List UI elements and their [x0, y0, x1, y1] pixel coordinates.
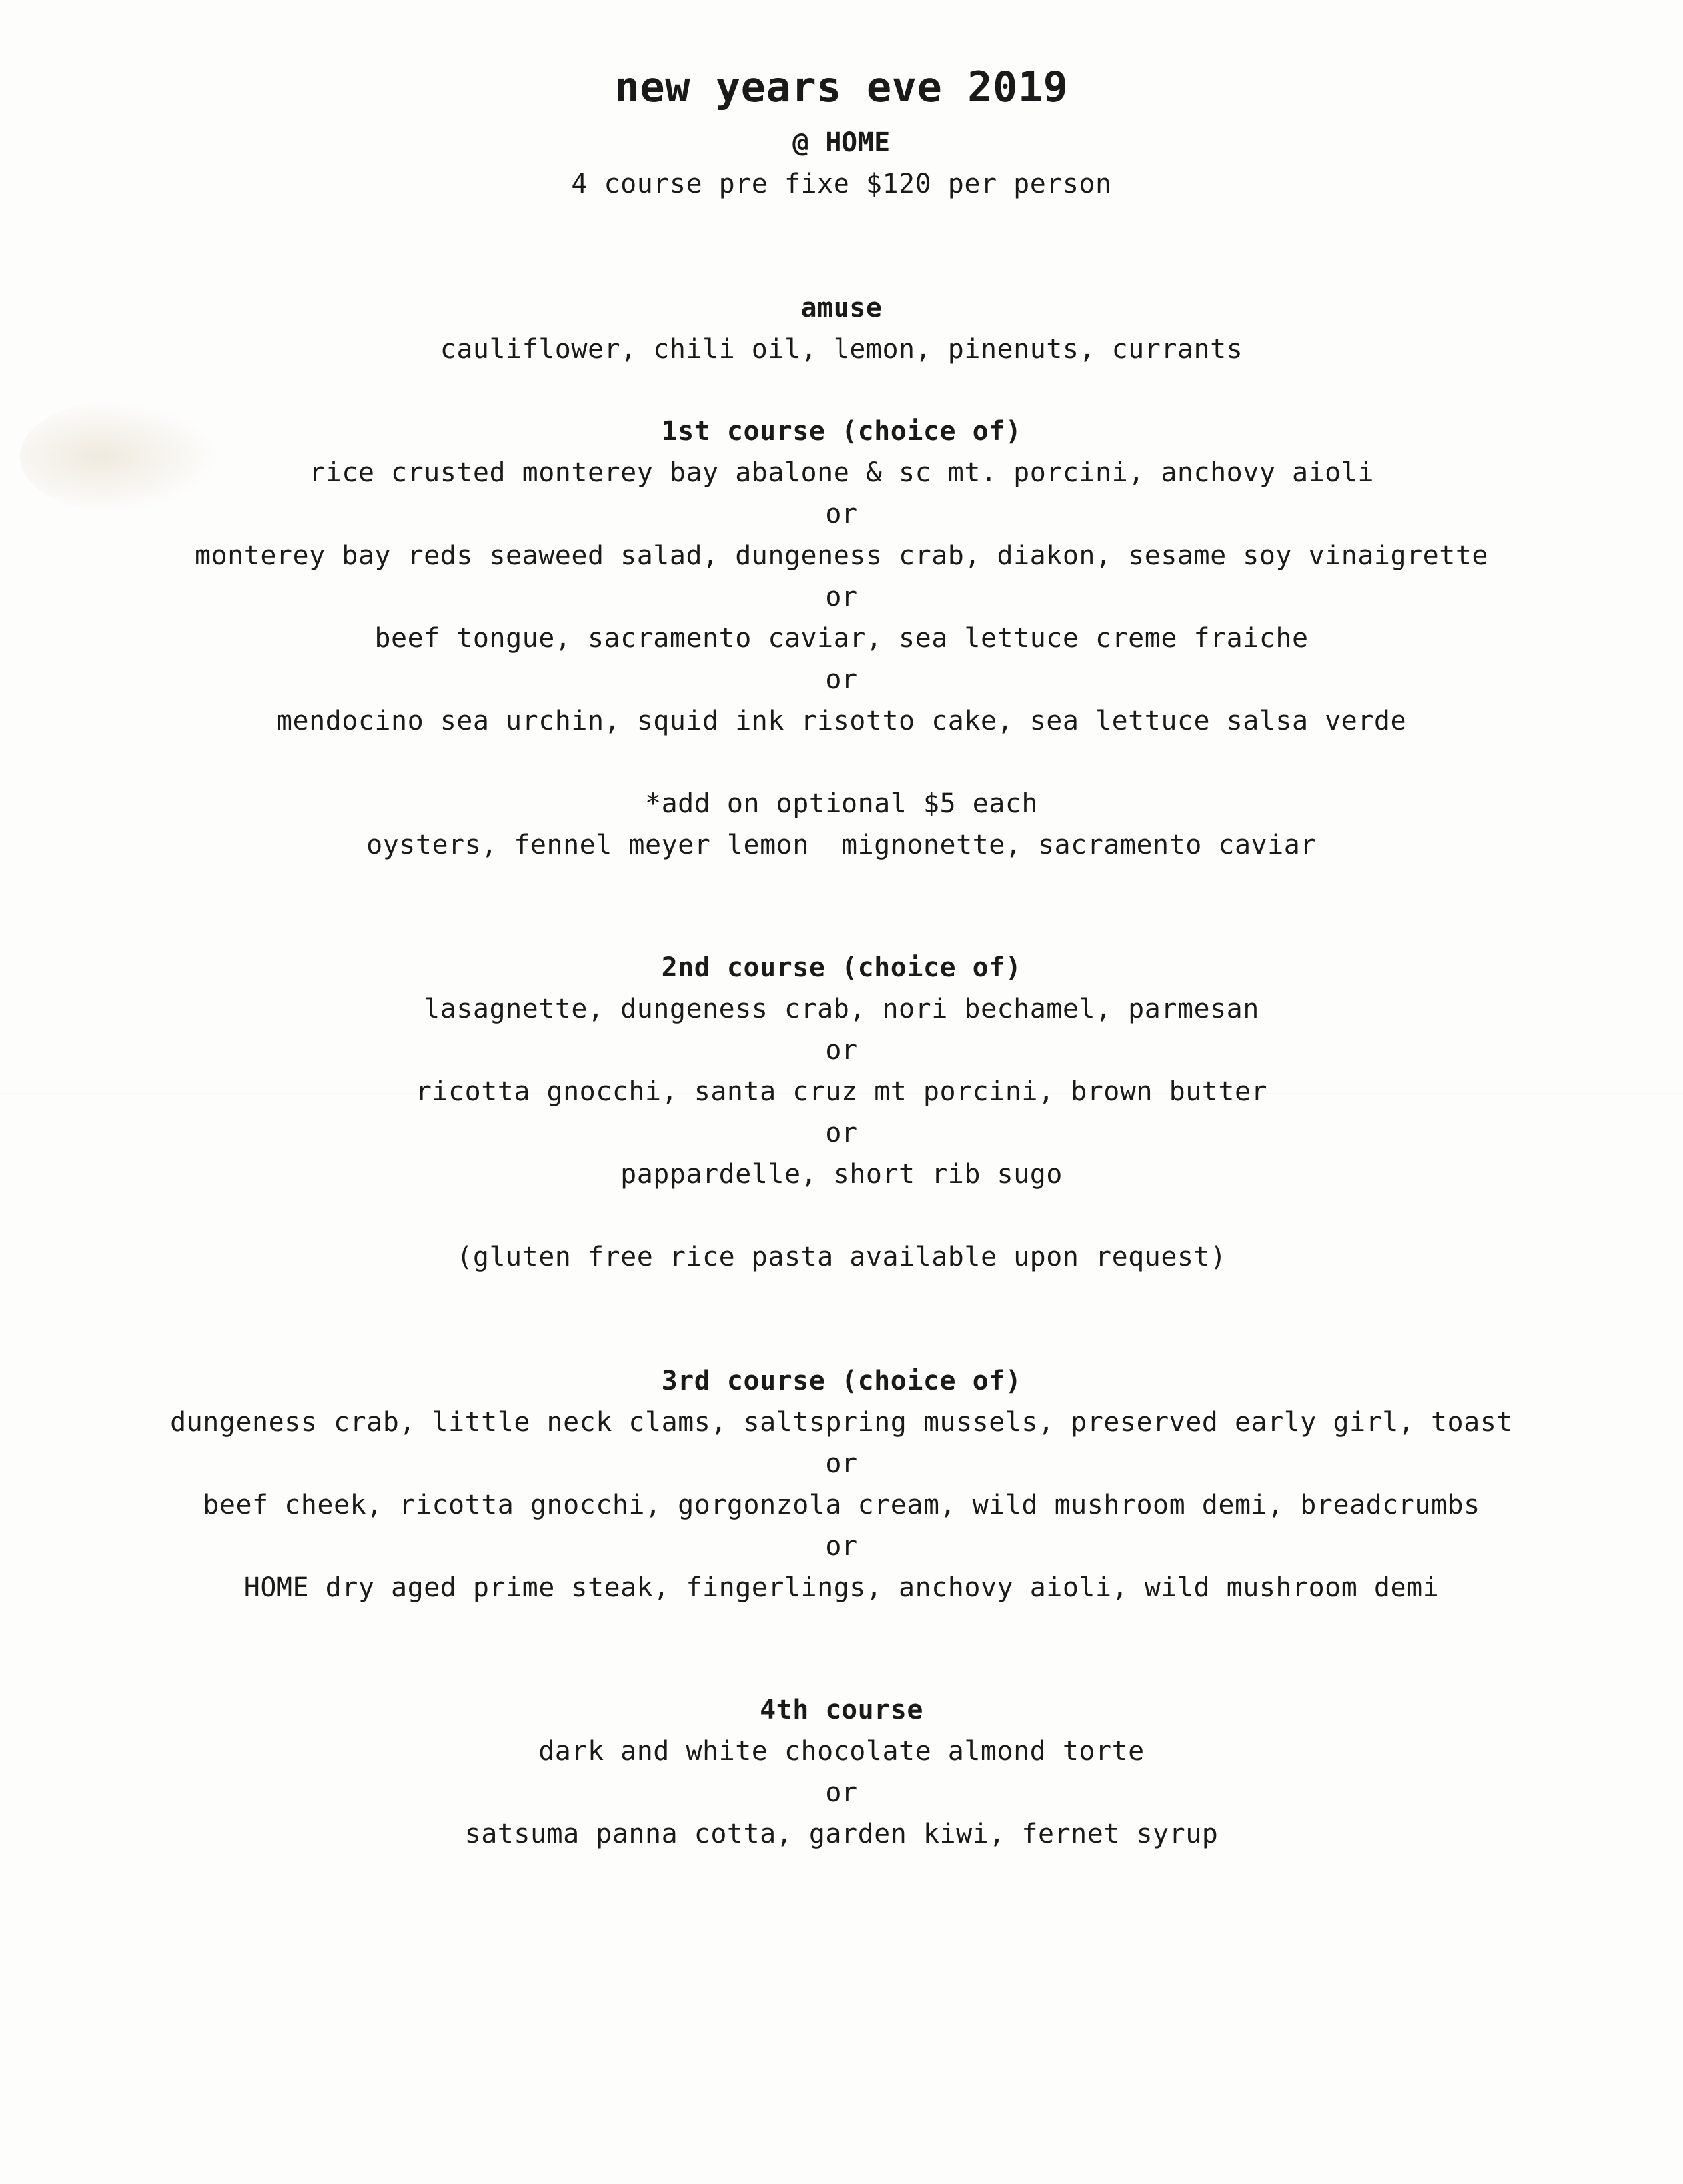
gluten-free-note: (gluten free rice pasta available upon request) — [456, 1242, 1227, 1272]
price-line: 4 course pre fixe $120 per person — [571, 169, 1112, 199]
course2-item: ricotta gnocchi, santa cruz mt porcini, brown butter — [415, 1076, 1268, 1107]
course1-item: monterey bay reds seaweed salad, dungeness crab, diakon, sesame soy vinaigrette — [195, 541, 1488, 571]
course2-item: lasagnette, dungeness crab, nori bechamel, parmesan — [424, 994, 1259, 1024]
course4-heading: 4th course — [760, 1695, 923, 1725]
or-separator: or — [825, 1035, 858, 1066]
or-separator: or — [825, 582, 858, 612]
course2-item: pappardelle, short rib sugo — [620, 1159, 1063, 1190]
course3-item: dungeness crab, little neck clams, saltspring mussels, preserved early girl, toast — [170, 1407, 1513, 1438]
course4-item: satsuma panna cotta, garden kiwi, fernet syrup — [464, 1819, 1219, 1849]
or-separator: or — [825, 1777, 858, 1808]
menu-title: new years eve 2019 — [614, 63, 1069, 111]
course3-item: beef cheek, ricotta gnocchi, gorgonzola cream, wild mushroom demi, breadcrumbs — [203, 1490, 1480, 1520]
venue-name: @ HOME — [792, 127, 891, 158]
course3-item: HOME dry aged prime steak, fingerlings, anchovy aioli, wild mushroom demi — [243, 1572, 1440, 1603]
course1-item: mendocino sea urchin, squid ink risotto cake, sea lettuce salsa verde — [276, 706, 1407, 736]
addon-item: oysters, fennel meyer lemon mignonette, sacramento caviar — [366, 830, 1317, 860]
or-separator: or — [825, 499, 858, 529]
course1-item: beef tongue, sacramento caviar, sea lettuce creme fraiche — [374, 623, 1309, 654]
or-separator: or — [825, 1531, 858, 1562]
course4-item: dark and white chocolate almond torte — [538, 1736, 1145, 1767]
or-separator: or — [825, 1118, 858, 1148]
or-separator: or — [825, 664, 858, 695]
course1-heading: 1st course (choice of) — [661, 416, 1022, 447]
amuse-item: cauliflower, chili oil, lemon, pinenuts, currants — [440, 334, 1243, 365]
course2-heading: 2nd course (choice of) — [661, 952, 1022, 983]
course1-item: rice crusted monterey bay abalone & sc mt. porcini, anchovy aioli — [309, 457, 1374, 488]
addon-heading: *add on optional $5 each — [645, 788, 1038, 819]
or-separator: or — [825, 1448, 858, 1479]
course3-heading: 3rd course (choice of) — [661, 1366, 1022, 1396]
amuse-heading: amuse — [800, 293, 883, 323]
